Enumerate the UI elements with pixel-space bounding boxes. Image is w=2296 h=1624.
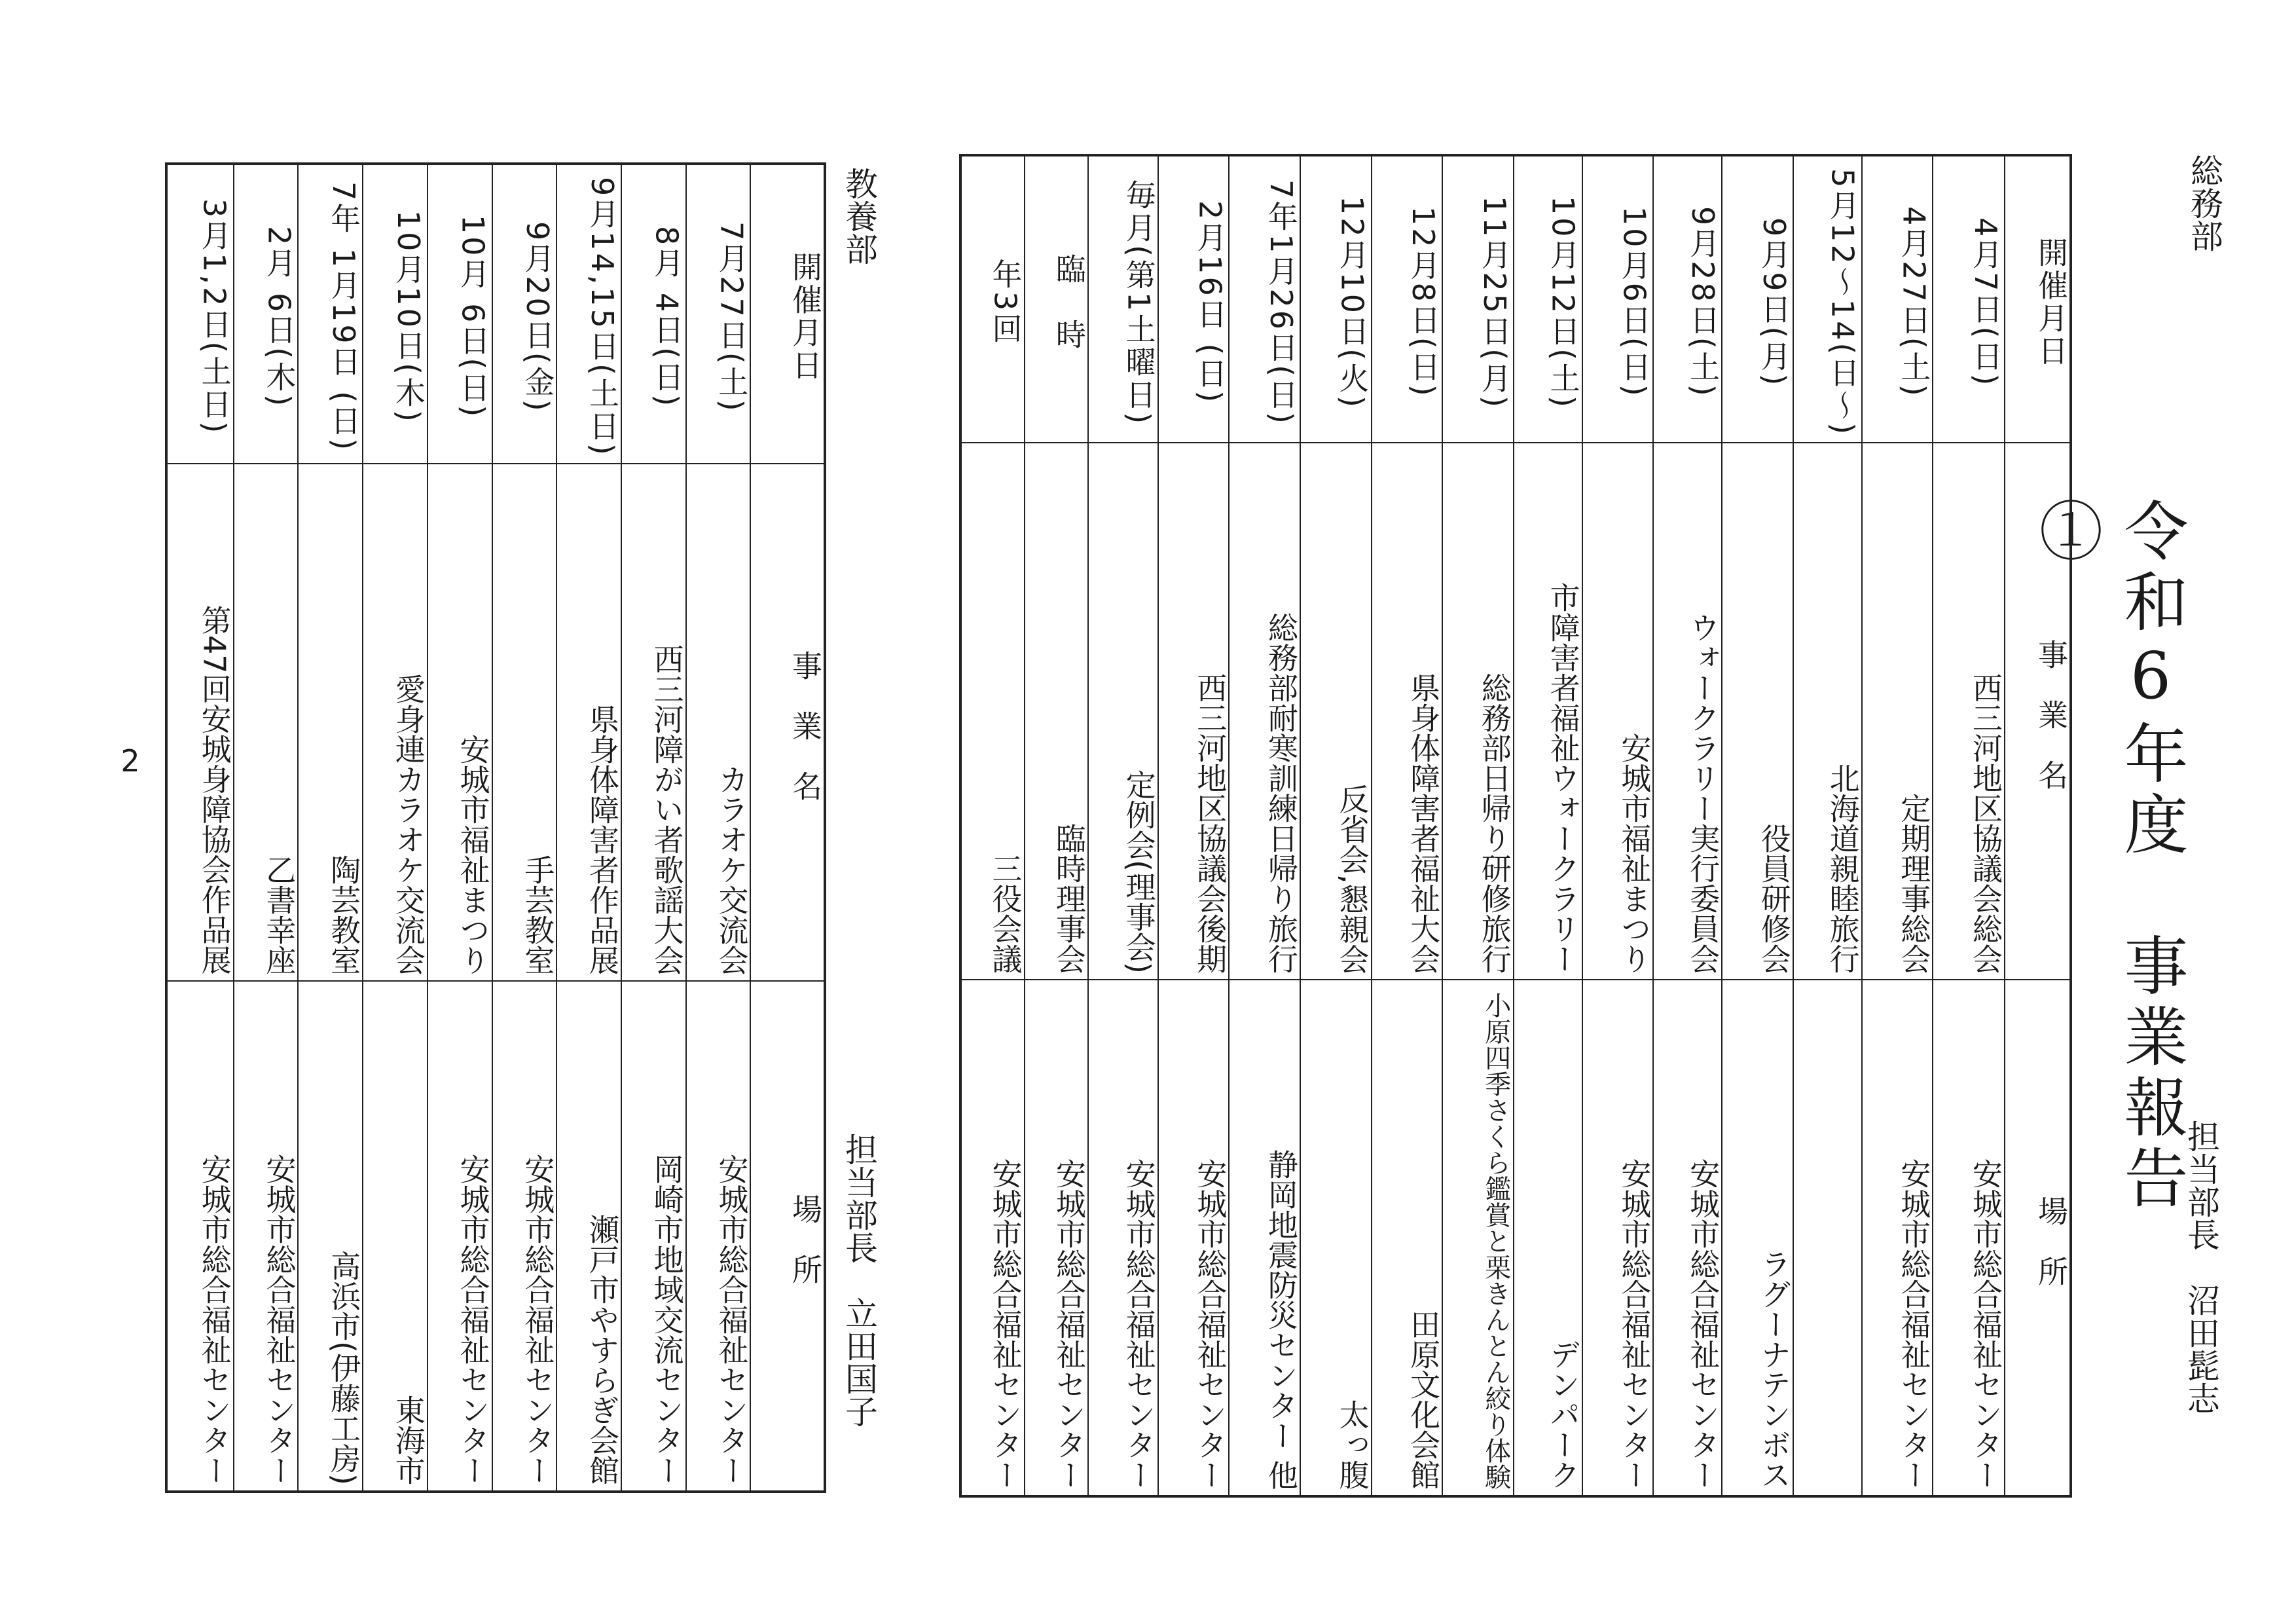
table-cell-place: 安城市総合福祉センター [166, 981, 234, 1492]
table-cell-date: 年3回 [960, 155, 1025, 443]
table-cell-place: 安城市総合福祉センター [428, 981, 492, 1492]
table-cell-event: 市障害者福祉ウォークラリー [1514, 443, 1582, 980]
table-cell-place: 田原文化会館 [1372, 980, 1443, 1496]
table-cell-event: 手芸教室 [492, 464, 557, 981]
table-cell-event: 総務部耐寒訓練日帰り旅行 [1229, 443, 1300, 980]
table-cell-date: 10月 6日(日) [428, 164, 492, 464]
table-cell-date: 7月27日(土) [686, 164, 751, 464]
table-cell-place: 高浜市(伊藤工房) [298, 981, 363, 1492]
culture-dept-label: 教養部 [840, 167, 878, 265]
header-date: 開催月日 [750, 164, 825, 464]
page-number: 2 [113, 743, 148, 779]
table-cell-place: 安城市総合福祉センター [1582, 980, 1654, 1496]
header-place: 場 所 [2005, 980, 2071, 1496]
table-cell-event: 西三河障がい者歌謡大会 [621, 464, 686, 981]
table-cell-event: 臨時理事会 [1025, 443, 1088, 980]
table-cell-event: 北海道親睦旅行 [1793, 443, 1862, 980]
table-cell-event: 西三河地区協議会後期 [1158, 443, 1230, 980]
table-cell-event: 安城市福祉まつり [1582, 443, 1654, 980]
table-cell-date: 4月27日(土) [1862, 155, 1933, 443]
table-cell-place: 岡崎市地域交流センター [621, 981, 686, 1492]
table-cell-date: 7年1月26日(日) [1229, 155, 1300, 443]
table-cell-place: 安城市総合福祉センター [1933, 980, 2005, 1496]
table-cell-event: 県身体障害者作品展 [556, 464, 621, 981]
table-cell-event: 第47回安城身障協会作品展 [166, 464, 234, 981]
header-date: 開催月日 [2005, 155, 2071, 443]
table-cell-date: 9月14,15日(土日) [556, 164, 621, 464]
table-cell-place: 太っ腹 [1300, 980, 1372, 1496]
table-cell-date: 2月16日 (日) [1158, 155, 1230, 443]
table-cell-date: 12月8日(日) [1372, 155, 1443, 443]
table-cell-place: 安城市総合福祉センター [1653, 980, 1722, 1496]
table-cell-place: 瀬戸市やすらぎ会館 [556, 981, 621, 1492]
table-cell-place: デンパーク [1514, 980, 1582, 1496]
general-schedule-table [959, 154, 2072, 1498]
table-cell-place: 安城市総合福祉センター [960, 980, 1025, 1496]
table-cell-date: 5月12～14(日～) [1793, 155, 1862, 443]
table-cell-place: 安城市総合福祉センター [492, 981, 557, 1492]
table-cell-event: カラオケ交流会 [686, 464, 751, 981]
table-cell-date: 9月20日(金) [492, 164, 557, 464]
table-cell-event: 陶芸教室 [298, 464, 363, 981]
table-cell-event: ウォークラリー実行委員会 [1653, 443, 1722, 980]
table-cell-place: 安城市総合福祉センター [234, 981, 299, 1492]
table-cell-date: 毎月(第1土曜日) [1088, 155, 1158, 443]
table-cell-place: 小原四季さくら鑑賞と栗きんとん絞り体験 [1442, 980, 1514, 1496]
culture-schedule-table [165, 162, 826, 1493]
table-cell-place: 安城市総合福祉センター [1158, 980, 1230, 1496]
table-cell-event: 安城市福祉まつり [428, 464, 492, 981]
page-title: 令和6年度 事業報告 ① [2028, 498, 2188, 1286]
table-cell-date: 10月6日(日) [1582, 155, 1654, 443]
table-cell-date: 2月 6日(木) [234, 164, 299, 464]
table-cell-place: 静岡地震防災センター 他 [1229, 980, 1300, 1496]
table-cell-event: 乙書幸座 [234, 464, 299, 981]
table-cell-date: 10月10日(木) [363, 164, 428, 464]
header-place: 場 所 [750, 981, 825, 1492]
table-cell-place: 安城市総合福祉センター [686, 981, 751, 1492]
table-cell-place [1793, 980, 1862, 1496]
table-cell-date: 9月9日(月) [1722, 155, 1793, 443]
header-event: 事 業 名 [2005, 443, 2071, 980]
culture-manager-label: 担当部長 立田国子 [840, 1133, 878, 1428]
table-cell-place: 安城市総合福祉センター [1862, 980, 1933, 1496]
table-cell-event: 総務部日帰り研修旅行 [1442, 443, 1514, 980]
table-cell-event: 役員研修会 [1722, 443, 1793, 980]
table-cell-event: 定例会(理事会) [1088, 443, 1158, 980]
table-cell-date: 10月12日(土) [1514, 155, 1582, 443]
table-cell-date: 4月7日(日) [1933, 155, 2005, 443]
table-cell-event: 反省会,懇親会 [1300, 443, 1372, 980]
table-cell-event: 愛身連カラオケ交流会 [363, 464, 428, 981]
table-cell-date: 3月1,2日(土日) [166, 164, 234, 464]
header-event: 事 業 名 [750, 464, 825, 981]
table-cell-date: 臨 時 [1025, 155, 1088, 443]
table-cell-event: 西三河地区協議会総会 [1933, 443, 2005, 980]
table-cell-date: 12月10日(火) [1300, 155, 1372, 443]
general-dept-label: 総務部 [2185, 154, 2223, 252]
table-cell-event: 三役会議 [960, 443, 1025, 980]
table-cell-date: 9月28日(土) [1653, 155, 1722, 443]
table-cell-place: 安城市総合福祉センター [1088, 980, 1158, 1496]
table-cell-place: ラグーナテンボス [1722, 980, 1793, 1496]
table-cell-date: 11月25日(月) [1442, 155, 1514, 443]
general-manager-label: 担当部長 沼田髭志 [2182, 1120, 2220, 1414]
table-cell-date: 8月 4日(日) [621, 164, 686, 464]
table-cell-event: 定期理事総会 [1862, 443, 1933, 980]
table-cell-date: 7年 1月19日 (日) [298, 164, 363, 464]
table-cell-place: 東海市 [363, 981, 428, 1492]
table-cell-event: 県身体障害者福祉大会 [1372, 443, 1443, 980]
table-cell-place: 安城市総合福祉センター [1025, 980, 1088, 1496]
